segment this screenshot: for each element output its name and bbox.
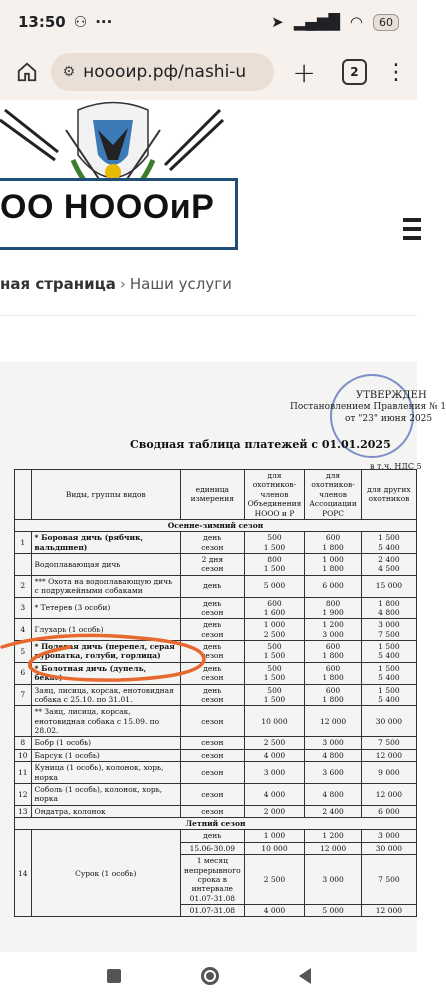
row-others xyxy=(361,662,416,684)
row-others-line1: 15 000 xyxy=(375,581,403,591)
row-unit xyxy=(181,597,245,619)
row-number: 6 xyxy=(15,662,32,684)
breadcrumb-current: Наши услуги xyxy=(129,275,232,293)
table-row xyxy=(15,762,417,784)
row-members-line1: 500 xyxy=(267,533,282,543)
row-unit xyxy=(181,737,245,749)
row-name: Бобр (1 особь) xyxy=(31,737,180,749)
battery-icon: 60 xyxy=(373,14,399,31)
row-unit-line1: день xyxy=(203,620,222,630)
row-association xyxy=(305,783,362,805)
row-association-line1: 600 xyxy=(325,685,341,695)
row-name: Водоплавающая дичь xyxy=(31,554,180,576)
row-association xyxy=(305,762,362,784)
row-association-line2: 1 800 xyxy=(322,673,344,683)
section-summer-label: Летний сезон xyxy=(15,818,417,830)
header-number xyxy=(15,470,32,520)
row-unit xyxy=(181,684,245,706)
row-unit-line2: сезон xyxy=(201,673,224,683)
row-members xyxy=(244,805,305,817)
row-association-line1: 600 xyxy=(325,663,341,673)
row-members: 4 000 xyxy=(244,905,305,917)
row-others: 7 500 xyxy=(361,855,416,905)
row-members xyxy=(244,619,305,641)
document-page xyxy=(0,362,446,952)
row-unit-line1: сезон xyxy=(201,738,224,748)
section-autumn-label: Осенне-зимний сезон xyxy=(15,519,417,531)
system-navigation-bar xyxy=(0,952,417,1000)
row-others-line1: 12 000 xyxy=(375,750,403,760)
wifi-icon: ◠ xyxy=(349,13,363,31)
tab-count: 2 xyxy=(350,65,359,79)
row-members-line1: 2 500 xyxy=(263,738,286,748)
row-number: 3 xyxy=(15,597,32,619)
row-members: 2 500 xyxy=(244,855,305,905)
row-association-line1: 800 xyxy=(325,598,341,608)
hamburger-menu-icon[interactable] xyxy=(403,218,421,245)
row-association xyxy=(305,706,362,737)
row-members-line1: 2 000 xyxy=(263,806,286,816)
row-others xyxy=(361,684,416,706)
row-others xyxy=(361,783,416,805)
row-members-line1: 4 000 xyxy=(263,750,286,760)
table-row xyxy=(15,575,417,597)
row-members-line1: 800 xyxy=(267,555,282,564)
row-association xyxy=(305,597,362,619)
row-others xyxy=(361,749,416,761)
row-association-line1: 4 800 xyxy=(322,789,344,799)
row-number: 5 xyxy=(15,641,32,663)
row-members xyxy=(244,706,305,737)
row-members-line1: 5 000 xyxy=(263,581,286,591)
row-number: 7 xyxy=(15,684,32,706)
home-icon xyxy=(16,61,38,83)
row-number: 8 xyxy=(15,737,32,749)
row-members xyxy=(244,749,305,761)
row-others-line1: 9 000 xyxy=(378,767,400,777)
row-association xyxy=(305,554,362,576)
row-number: 10 xyxy=(15,749,32,761)
signal-icon: ▂▄▆█ xyxy=(293,13,340,31)
hand-drawn-ellipse-annotation xyxy=(0,625,215,685)
row-members xyxy=(244,684,305,706)
row-association-line2: 1 800 xyxy=(322,651,344,661)
row-name: Барсук (1 особь) xyxy=(31,749,180,761)
row-unit xyxy=(181,805,245,817)
table-row xyxy=(15,684,417,706)
row-number: 4 xyxy=(15,619,32,641)
row-members xyxy=(244,737,305,749)
row-others xyxy=(361,575,416,597)
status-time: 13:50 xyxy=(18,13,66,31)
row-unit-line2: сезон xyxy=(201,607,224,617)
home-button[interactable] xyxy=(10,54,45,90)
row-others xyxy=(361,641,416,663)
row-association xyxy=(305,575,362,597)
row-others-line1: 3 000 xyxy=(378,620,400,630)
section-row xyxy=(15,818,417,830)
row-unit-line1: день xyxy=(203,598,222,608)
row-others-line1: 12 000 xyxy=(375,789,403,799)
table-row xyxy=(15,554,417,576)
row-members-line1: 600 xyxy=(267,598,282,608)
row-others-line1: 1 500 xyxy=(378,642,400,651)
row-others-line1: 1 500 xyxy=(378,663,400,673)
row-others-line1: 1 800 xyxy=(378,598,400,608)
document-title: Сводная таблица платежей с 01.01.2025 xyxy=(130,438,391,451)
row-members-line1: 500 xyxy=(267,685,282,695)
row-unit-line1: сезон xyxy=(201,806,224,816)
row-association: 5 000 xyxy=(305,905,362,917)
header-unit: единица измерения xyxy=(181,470,245,520)
row-others-line1: 6 000 xyxy=(378,806,400,816)
row-association: 12 000 xyxy=(305,842,362,854)
row-members-line1: 500 xyxy=(267,642,282,651)
row-name: Заяц, лисица, корсак, енотовидная собака с 25.10. по 31.01. xyxy=(31,684,180,706)
row-others-line2: 5 400 xyxy=(378,694,400,704)
tab-switcher-button[interactable] xyxy=(342,59,367,85)
row-unit xyxy=(181,554,245,576)
row-unit-line2: сезон xyxy=(201,651,224,661)
row-members-line1: 500 xyxy=(267,663,282,673)
row-members-line2: 1 500 xyxy=(263,651,286,661)
row-others-line2: 4 800 xyxy=(378,607,400,617)
row-number xyxy=(15,554,32,576)
row-association-line1: 600 xyxy=(325,533,341,543)
table-row xyxy=(15,749,417,761)
site-settings-icon[interactable]: ⚙ xyxy=(62,64,76,80)
row-association xyxy=(305,662,362,684)
row-association-line2: 1 800 xyxy=(322,694,344,704)
row-others xyxy=(361,706,416,737)
breadcrumb xyxy=(0,272,417,296)
row-association-line1: 4 800 xyxy=(322,750,344,760)
approval-date: от "23" июня 2025 xyxy=(345,414,433,424)
row-members xyxy=(244,575,305,597)
row-unit: 01.07-31.08 xyxy=(181,905,245,917)
row-unit: день xyxy=(181,830,245,842)
row-others-line1: 1 500 xyxy=(378,685,400,695)
table-row xyxy=(15,706,417,737)
location-icon: ➤ xyxy=(271,13,284,31)
row-others-line2: 5 400 xyxy=(378,673,400,683)
row-association: 3 000 xyxy=(305,855,362,905)
row-association-line2: 1 800 xyxy=(322,564,344,574)
row-members-line2: 1 500 xyxy=(263,542,286,552)
approval-decree: Постановлением Правления № 1 xyxy=(290,402,446,412)
recent-apps-button[interactable] xyxy=(107,969,121,983)
url-text: нoooир.рф/nashi-u xyxy=(83,62,247,82)
row-members-line1: 3 000 xyxy=(263,767,286,777)
row-unit-line1: сезон xyxy=(201,789,224,799)
vat-note: в т.ч. НДС 5 xyxy=(370,462,422,471)
address-bar[interactable] xyxy=(51,53,275,91)
browser-toolbar xyxy=(0,44,417,100)
row-name: * Боровая дичь (рябчик, вальдшнеп) xyxy=(31,532,180,554)
row-name: Глухарь (1 особь) xyxy=(31,619,180,641)
row-members xyxy=(244,554,305,576)
row-members xyxy=(244,532,305,554)
row-members xyxy=(244,762,305,784)
row-name: Куница (1 особь), колонок, хорь, норка xyxy=(31,762,180,784)
row-others xyxy=(361,737,416,749)
row-unit-line2: сезон xyxy=(201,542,224,552)
new-tab-button[interactable]: + xyxy=(292,55,316,89)
row-number: 11 xyxy=(15,762,32,784)
row-members-line2: 1 500 xyxy=(263,564,286,574)
row-association-line2: 3 000 xyxy=(322,629,344,639)
row-members xyxy=(244,662,305,684)
fishing-rod-decoration-icon xyxy=(165,105,225,175)
row-members-line2: 1 600 xyxy=(263,607,286,617)
row-members-line2: 2 500 xyxy=(263,629,286,639)
row-association xyxy=(305,532,362,554)
row-number: 14 xyxy=(15,830,32,917)
notification-icon: ⚇ xyxy=(73,13,88,31)
status-bar xyxy=(0,0,417,44)
row-members: 1 000 xyxy=(244,830,305,842)
table-row xyxy=(15,597,417,619)
breadcrumb-separator: › xyxy=(119,275,126,293)
row-members-line1: 4 000 xyxy=(263,789,286,799)
row-association xyxy=(305,749,362,761)
fees-table xyxy=(14,469,417,917)
row-unit-line1: день xyxy=(203,685,222,695)
row-name: *** Охота на водоплавающую дичь с подружейными собаками xyxy=(31,575,180,597)
table-row xyxy=(15,830,417,842)
row-members xyxy=(244,783,305,805)
row-number: 13 xyxy=(15,805,32,817)
section-row xyxy=(15,519,417,531)
row-members-line2: 1 500 xyxy=(263,673,286,683)
row-unit-line2: сезон xyxy=(201,564,224,574)
row-number: 12 xyxy=(15,783,32,805)
row-others-line1: 7 500 xyxy=(378,738,400,748)
row-others: 3 000 xyxy=(361,830,416,842)
document-image xyxy=(0,362,446,952)
site-logo-text[interactable]: ОО НОООиР xyxy=(0,188,215,226)
row-association-line2: 1 800 xyxy=(322,542,344,552)
row-association-line1: 1 000 xyxy=(322,555,344,564)
row-others xyxy=(361,619,416,641)
row-unit-line1: день xyxy=(203,533,222,543)
table-row xyxy=(15,532,417,554)
row-unit-line1: день xyxy=(203,663,222,673)
row-name: * Тетерев (3 особи) xyxy=(31,597,180,619)
row-members-line2: 1 500 xyxy=(263,694,286,704)
row-unit-line1: сезон xyxy=(201,767,224,777)
row-unit-line1: сезон xyxy=(201,750,224,760)
header-types: Виды, группы видов xyxy=(31,470,180,520)
more-notifications-icon: ··· xyxy=(95,13,113,31)
row-members-line1: 10 000 xyxy=(261,716,288,726)
home-nav-button[interactable] xyxy=(201,967,219,985)
row-association: 1 200 xyxy=(305,830,362,842)
row-others-line1: 1 500 xyxy=(378,533,400,543)
row-association xyxy=(305,737,362,749)
row-unit: 15.06-30.09 xyxy=(181,842,245,854)
row-members: 10 000 xyxy=(244,842,305,854)
row-others: 12 000 xyxy=(361,905,416,917)
row-others xyxy=(361,805,416,817)
browser-menu-button[interactable]: ⋮ xyxy=(385,59,407,85)
row-association-line1: 600 xyxy=(325,642,341,651)
row-association xyxy=(305,641,362,663)
row-number: 2 xyxy=(15,575,32,597)
row-members xyxy=(244,641,305,663)
row-unit-line1: день xyxy=(203,642,222,651)
row-others-line2: 5 400 xyxy=(378,542,400,552)
table-row xyxy=(15,737,417,749)
row-members xyxy=(244,597,305,619)
row-unit-line1: сезон xyxy=(201,716,224,726)
table-row xyxy=(15,805,417,817)
row-association xyxy=(305,684,362,706)
row-others xyxy=(361,532,416,554)
row-association-line1: 1 200 xyxy=(322,620,344,630)
divider xyxy=(0,315,417,316)
row-unit xyxy=(181,749,245,761)
row-association-line1: 6 000 xyxy=(322,581,344,591)
header-members: для охотников-членов Объединения НООО и Р xyxy=(244,470,305,520)
row-name: * Полевая дичь (перепел, серая куропатка, голуби, горлица) xyxy=(31,641,180,663)
row-name: Сурок (1 особь) xyxy=(31,830,180,917)
table-header-row xyxy=(15,470,417,520)
row-association xyxy=(305,619,362,641)
rifle-decoration-icon xyxy=(0,100,60,170)
row-others-line1: 30 000 xyxy=(375,716,403,726)
row-others-line2: 7 500 xyxy=(378,629,400,639)
row-unit xyxy=(181,783,245,805)
breadcrumb-home-link[interactable]: ная страница xyxy=(0,275,116,293)
row-number xyxy=(15,706,32,737)
header-others: для других охотников xyxy=(361,470,416,520)
row-number: 1 xyxy=(15,532,32,554)
row-unit xyxy=(181,575,245,597)
row-name: Соболь (1 особь), колонок, хорь, норка xyxy=(31,783,180,805)
table-row xyxy=(15,783,417,805)
row-members-line1: 1 000 xyxy=(263,620,286,630)
row-unit xyxy=(181,706,245,737)
row-association-line1: 3 000 xyxy=(322,738,344,748)
row-unit-line2: сезон xyxy=(201,629,224,639)
row-unit xyxy=(181,532,245,554)
row-name: ** Заяц, лисица, корсак, енотовидная собака с 15.09. по 28.02. xyxy=(31,706,180,737)
row-association-line1: 3 600 xyxy=(322,767,344,777)
row-unit-line2: сезон xyxy=(201,694,224,704)
row-name: Ондатра, колонок xyxy=(31,805,180,817)
row-association-line1: 2 400 xyxy=(322,806,344,816)
row-association-line2: 1 900 xyxy=(322,607,344,617)
row-unit-line1: день xyxy=(203,581,222,591)
header-association: для охотников-членов Ассоциации РОРС xyxy=(305,470,362,520)
row-unit xyxy=(181,762,245,784)
row-association-line1: 12 000 xyxy=(319,716,347,726)
row-association xyxy=(305,805,362,817)
back-button[interactable] xyxy=(299,968,311,984)
row-others xyxy=(361,762,416,784)
approval-title: УТВЕРЖДЕН xyxy=(356,390,427,401)
row-others-line1: 2 400 xyxy=(378,555,400,564)
row-unit-line1: 2 дня xyxy=(201,555,224,564)
row-unit: 1 месяц непрерывного срока в интервале 01.07-31.08 xyxy=(181,855,245,905)
row-others-line2: 5 400 xyxy=(378,651,400,661)
row-others xyxy=(361,597,416,619)
row-name: * Болотная дичь (дупель, бекас) xyxy=(31,662,180,684)
row-others: 30 000 xyxy=(361,842,416,854)
row-others xyxy=(361,554,416,576)
row-others-line2: 4 500 xyxy=(378,564,400,574)
